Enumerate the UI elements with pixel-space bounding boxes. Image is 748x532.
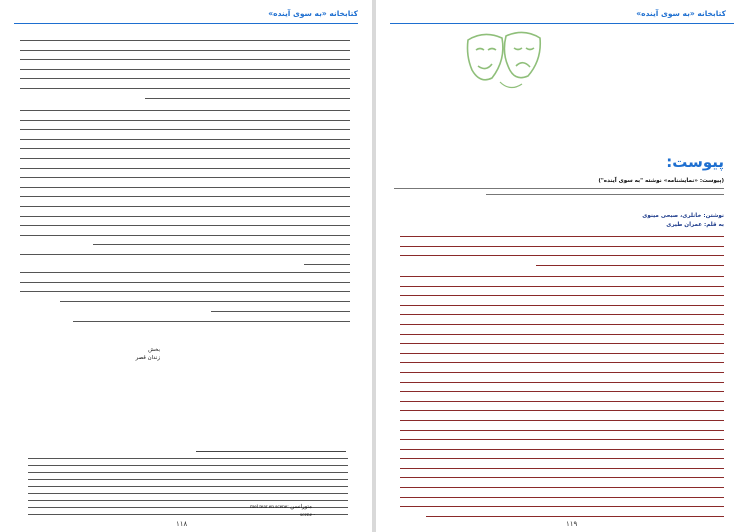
appendix-subtitle: (پیوست: «نمایشنامه» نوشته "به سوی آینده") <box>598 178 724 184</box>
left-body-paragraph-2 <box>20 110 350 254</box>
left-body-paragraph-1 <box>20 40 350 107</box>
footnote-latin-2: scene - <box>300 512 316 518</box>
author-line-2: به قلم: عمران طیری <box>666 222 724 228</box>
right-page <box>376 0 748 532</box>
signature-line-2: زندان قصر <box>135 355 160 361</box>
theater-masks-illustration <box>462 26 546 100</box>
authors-block <box>642 212 724 230</box>
right-page-header <box>390 7 734 24</box>
right-page-number: ۱۱۹ <box>566 520 578 528</box>
footnote-rule <box>196 451 346 452</box>
left-page-number: ۱۱۸ <box>176 520 188 528</box>
appendix-note <box>394 188 724 200</box>
left-body-paragraph-3 <box>20 254 350 273</box>
left-body-paragraph-4 <box>20 272 350 310</box>
footnote-latin-1: mel tear en scene: متورانسن <box>250 504 312 510</box>
right-header-title: کتابخانه «به سوی آینده» <box>636 9 726 18</box>
appendix-title: پیوست: <box>666 153 724 171</box>
right-body-paragraph-1 <box>400 236 724 274</box>
right-body-paragraph-2 <box>400 276 724 525</box>
signature-block <box>120 346 160 362</box>
left-header-title: کتابخانه «به سوی آینده» <box>268 9 358 18</box>
signature-line-1: بخش <box>148 347 160 353</box>
author-line-1: نوشتن: خانلری، صبحی مینوی <box>642 213 724 219</box>
left-page <box>0 0 372 532</box>
left-body-paragraph-5 <box>20 311 350 330</box>
left-page-header <box>14 7 358 24</box>
